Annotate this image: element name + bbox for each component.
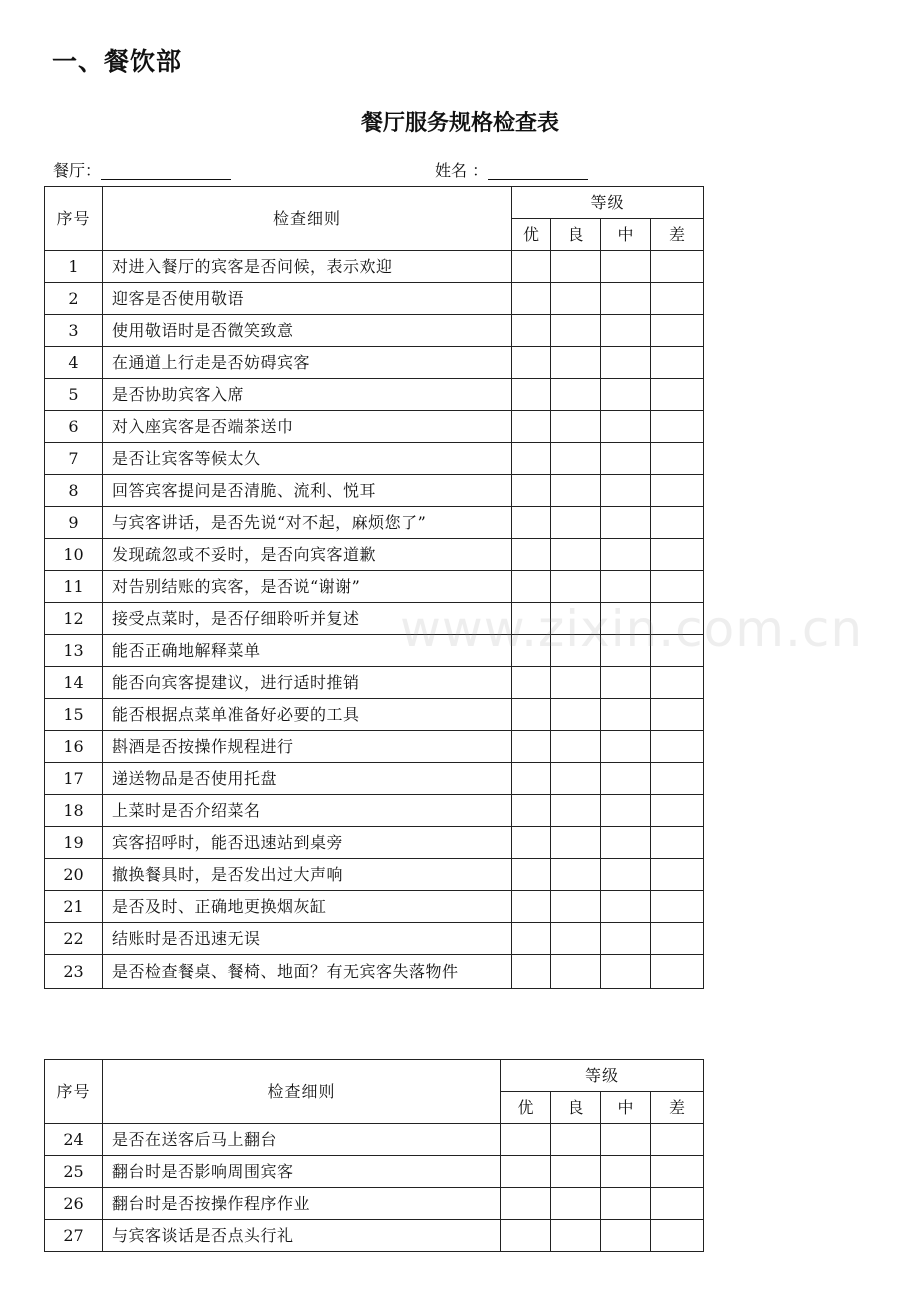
grade-cell-excellent[interactable] [512, 251, 551, 283]
grade-cell-excellent[interactable] [512, 475, 551, 507]
row-number: 14 [45, 667, 103, 699]
check-item-text: 使用敬语时是否微笑致意 [103, 315, 512, 347]
grade-cell-excellent[interactable] [512, 347, 551, 379]
row-number: 23 [45, 955, 103, 989]
grade-cell-good[interactable] [551, 795, 601, 827]
grade-cell-excellent[interactable] [512, 443, 551, 475]
table-row [45, 539, 704, 571]
row-number: 24 [45, 1124, 103, 1156]
grade-cell-poor[interactable] [651, 539, 704, 571]
grade-cell-excellent[interactable] [512, 283, 551, 315]
table-row [45, 603, 704, 635]
header-no: 序号 [45, 187, 103, 251]
grade-cell-poor[interactable] [651, 1124, 704, 1156]
row-number: 11 [45, 571, 103, 603]
grade-cell-good[interactable] [551, 379, 601, 411]
grade-cell-average[interactable] [601, 859, 651, 891]
row-number: 10 [45, 539, 103, 571]
grade-cell-average[interactable] [601, 731, 651, 763]
row-number: 5 [45, 379, 103, 411]
header-no: 序号 [45, 1060, 103, 1124]
check-item-text: 在通道上行走是否妨碍宾客 [103, 347, 512, 379]
header-grade: 等级 [501, 1060, 704, 1092]
grade-cell-excellent[interactable] [512, 923, 551, 955]
grade-cell-poor[interactable] [651, 955, 704, 989]
grade-cell-good[interactable] [551, 507, 601, 539]
header-grade-excellent: 优 [512, 219, 551, 251]
grade-cell-average[interactable] [601, 923, 651, 955]
grade-cell-excellent[interactable] [512, 891, 551, 923]
grade-cell-excellent[interactable] [501, 1124, 551, 1156]
table-row [45, 955, 704, 989]
grade-cell-average[interactable] [601, 827, 651, 859]
grade-cell-excellent[interactable] [512, 539, 551, 571]
check-item-text: 是否协助宾客入席 [103, 379, 512, 411]
grade-cell-average[interactable] [601, 443, 651, 475]
table-row [45, 251, 704, 283]
row-number: 2 [45, 283, 103, 315]
table-row [45, 571, 704, 603]
grade-cell-poor[interactable] [651, 443, 704, 475]
row-number: 17 [45, 763, 103, 795]
table-row [45, 283, 704, 315]
grade-cell-good[interactable] [551, 859, 601, 891]
table-row [45, 635, 704, 667]
check-item-text: 是否在送客后马上翻台 [103, 1124, 501, 1156]
grade-cell-poor[interactable] [651, 475, 704, 507]
check-item-text: 是否检查餐桌、餐椅、地面？有无宾客失落物件 [103, 955, 512, 989]
grade-cell-poor[interactable] [651, 891, 704, 923]
grade-cell-average[interactable] [601, 603, 651, 635]
grade-cell-excellent[interactable] [512, 667, 551, 699]
table-row [45, 411, 704, 443]
header-row-top [45, 187, 704, 219]
header-item: 检查细则 [103, 187, 512, 251]
row-number: 26 [45, 1188, 103, 1220]
grade-cell-poor[interactable] [651, 379, 704, 411]
row-number: 16 [45, 731, 103, 763]
header-row-top [45, 1060, 704, 1092]
check-item-text: 回答宾客提问是否清脆、流利、悦耳 [103, 475, 512, 507]
grade-cell-good[interactable] [551, 763, 601, 795]
grade-cell-excellent[interactable] [512, 571, 551, 603]
grade-cell-average[interactable] [601, 1124, 651, 1156]
grade-cell-excellent[interactable] [501, 1220, 551, 1252]
row-number: 1 [45, 251, 103, 283]
restaurant-label: 餐厅： [53, 161, 102, 180]
grade-cell-poor[interactable] [651, 635, 704, 667]
grade-cell-excellent[interactable] [501, 1156, 551, 1188]
checklist-table-2 [44, 1059, 704, 1252]
check-item-text: 接受点菜时，是否仔细聆听并复述 [103, 603, 512, 635]
check-item-text: 能否根据点菜单准备好必要的工具 [103, 699, 512, 731]
grade-cell-average[interactable] [601, 315, 651, 347]
check-item-text: 能否向宾客提建议，进行适时推销 [103, 667, 512, 699]
grade-cell-average[interactable] [601, 699, 651, 731]
grade-cell-average[interactable] [601, 251, 651, 283]
grade-cell-excellent[interactable] [512, 507, 551, 539]
table-row [45, 923, 704, 955]
grade-cell-average[interactable] [601, 571, 651, 603]
grade-cell-good[interactable] [551, 539, 601, 571]
check-item-text: 与宾客谈话是否点头行礼 [103, 1220, 501, 1252]
grade-cell-good[interactable] [551, 347, 601, 379]
grade-cell-excellent[interactable] [512, 731, 551, 763]
table-row [45, 859, 704, 891]
table-row [45, 347, 704, 379]
grade-cell-average[interactable] [601, 1188, 651, 1220]
grade-cell-poor[interactable] [651, 763, 704, 795]
grade-cell-excellent[interactable] [512, 763, 551, 795]
grade-cell-good[interactable] [551, 443, 601, 475]
grade-cell-poor[interactable] [651, 1220, 704, 1252]
check-item-text: 迎客是否使用敬语 [103, 283, 512, 315]
check-item-text: 翻台时是否按操作程序作业 [103, 1188, 501, 1220]
grade-cell-good[interactable] [551, 283, 601, 315]
grade-cell-good[interactable] [551, 315, 601, 347]
name-field [435, 158, 588, 181]
check-item-text: 斟酒是否按操作规程进行 [103, 731, 512, 763]
watermark: www.zixin.com.cn [400, 600, 864, 658]
row-number: 8 [45, 475, 103, 507]
grade-cell-good[interactable] [551, 603, 601, 635]
grade-cell-excellent[interactable] [512, 603, 551, 635]
grade-cell-good[interactable] [551, 571, 601, 603]
check-item-text: 上菜时是否介绍菜名 [103, 795, 512, 827]
grade-cell-excellent[interactable] [512, 315, 551, 347]
grade-cell-good[interactable] [551, 475, 601, 507]
grade-cell-average[interactable] [601, 891, 651, 923]
row-number: 19 [45, 827, 103, 859]
name-label: 姓名 ： [435, 161, 489, 180]
header-grade-poor: 差 [651, 219, 704, 251]
grade-cell-good[interactable] [551, 635, 601, 667]
row-number: 9 [45, 507, 103, 539]
check-item-text: 是否让宾客等候太久 [103, 443, 512, 475]
grade-cell-average[interactable] [601, 347, 651, 379]
table-row [45, 1156, 704, 1188]
restaurant-field [53, 158, 231, 181]
grade-cell-poor[interactable] [651, 667, 704, 699]
grade-cell-poor[interactable] [651, 699, 704, 731]
grade-cell-poor[interactable] [651, 603, 704, 635]
grade-cell-poor[interactable] [651, 507, 704, 539]
name-blank[interactable] [488, 161, 588, 180]
row-number: 20 [45, 859, 103, 891]
check-item-text: 宾客招呼时，能否迅速站到桌旁 [103, 827, 512, 859]
check-item-text: 能否正确地解释菜单 [103, 635, 512, 667]
check-item-text: 撤换餐具时，是否发出过大声响 [103, 859, 512, 891]
grade-cell-average[interactable] [601, 475, 651, 507]
grade-cell-poor[interactable] [651, 731, 704, 763]
table-row [45, 827, 704, 859]
check-item-text: 翻台时是否影响周围宾客 [103, 1156, 501, 1188]
grade-cell-excellent[interactable] [512, 699, 551, 731]
check-item-text: 对告别结账的宾客，是否说“谢谢” [103, 571, 512, 603]
grade-cell-poor[interactable] [651, 251, 704, 283]
table-row [45, 795, 704, 827]
document-title: 餐厅服务规格检查表 [360, 111, 559, 136]
grade-cell-average[interactable] [601, 379, 651, 411]
grade-cell-average[interactable] [601, 955, 651, 989]
grade-cell-good[interactable] [551, 731, 601, 763]
header-grade-average: 中 [601, 1092, 651, 1124]
grade-cell-poor[interactable] [651, 315, 704, 347]
check-item-text: 发现疏忽或不妥时，是否向宾客道歉 [103, 539, 512, 571]
grade-cell-poor[interactable] [651, 827, 704, 859]
grade-cell-poor[interactable] [651, 347, 704, 379]
row-number: 21 [45, 891, 103, 923]
grade-cell-excellent[interactable] [512, 859, 551, 891]
check-item-text: 递送物品是否使用托盘 [103, 763, 512, 795]
row-number: 18 [45, 795, 103, 827]
grade-cell-average[interactable] [601, 795, 651, 827]
grade-cell-excellent[interactable] [512, 955, 551, 989]
grade-cell-average[interactable] [601, 539, 651, 571]
table-row [45, 315, 704, 347]
check-item-text: 是否及时、正确地更换烟灰缸 [103, 891, 512, 923]
grade-cell-good[interactable] [551, 923, 601, 955]
grade-cell-excellent[interactable] [512, 635, 551, 667]
header-grade-excellent: 优 [501, 1092, 551, 1124]
table-row [45, 1188, 704, 1220]
grade-cell-average[interactable] [601, 411, 651, 443]
row-number: 22 [45, 923, 103, 955]
header-grade-average: 中 [601, 219, 651, 251]
grade-cell-excellent[interactable] [512, 411, 551, 443]
checklist-table-1 [44, 186, 704, 989]
row-number: 12 [45, 603, 103, 635]
grade-cell-good[interactable] [551, 699, 601, 731]
table-row [45, 763, 704, 795]
check-item-text: 对进入餐厅的宾客是否问候，表示欢迎 [103, 251, 512, 283]
table-row [45, 891, 704, 923]
grade-cell-excellent[interactable] [512, 827, 551, 859]
table-row [45, 731, 704, 763]
row-number: 4 [45, 347, 103, 379]
grade-cell-poor[interactable] [651, 1156, 704, 1188]
grade-cell-excellent[interactable] [501, 1188, 551, 1220]
row-number: 3 [45, 315, 103, 347]
table-row [45, 443, 704, 475]
grade-cell-average[interactable] [601, 283, 651, 315]
section-heading: 一、餐饮部 [52, 47, 183, 76]
check-item-text: 结账时是否迅速无误 [103, 923, 512, 955]
grade-cell-poor[interactable] [651, 923, 704, 955]
grade-cell-average[interactable] [601, 507, 651, 539]
grade-cell-poor[interactable] [651, 1188, 704, 1220]
grade-cell-average[interactable] [601, 1220, 651, 1252]
table-row [45, 379, 704, 411]
grade-cell-average[interactable] [601, 635, 651, 667]
header-grade-poor: 差 [651, 1092, 704, 1124]
grade-cell-good[interactable] [551, 667, 601, 699]
grade-cell-average[interactable] [601, 1156, 651, 1188]
grade-cell-good[interactable] [551, 827, 601, 859]
grade-cell-good[interactable] [551, 1220, 601, 1252]
table-row [45, 667, 704, 699]
grade-cell-good[interactable] [551, 891, 601, 923]
grade-cell-good[interactable] [551, 1156, 601, 1188]
grade-cell-poor[interactable] [651, 283, 704, 315]
row-number: 7 [45, 443, 103, 475]
grade-cell-good[interactable] [551, 955, 601, 989]
table-row [45, 507, 704, 539]
header-grade-good: 良 [551, 1092, 601, 1124]
header-grade: 等级 [512, 187, 704, 219]
grade-cell-poor[interactable] [651, 795, 704, 827]
table-row [45, 1124, 704, 1156]
grade-cell-good[interactable] [551, 251, 601, 283]
header-grade-good: 良 [551, 219, 601, 251]
row-number: 25 [45, 1156, 103, 1188]
table-row [45, 699, 704, 731]
table-row [45, 1220, 704, 1252]
table-row [45, 475, 704, 507]
grade-cell-average[interactable] [601, 763, 651, 795]
grade-cell-good[interactable] [551, 1188, 601, 1220]
grade-cell-poor[interactable] [651, 859, 704, 891]
grade-cell-poor[interactable] [651, 571, 704, 603]
grade-cell-excellent[interactable] [512, 379, 551, 411]
row-number: 15 [45, 699, 103, 731]
grade-cell-average[interactable] [601, 667, 651, 699]
grade-cell-good[interactable] [551, 411, 601, 443]
grade-cell-poor[interactable] [651, 411, 704, 443]
row-number: 27 [45, 1220, 103, 1252]
check-item-text: 与宾客讲话，是否先说“对不起，麻烦您了” [103, 507, 512, 539]
check-item-text: 对入座宾客是否端茶送巾 [103, 411, 512, 443]
grade-cell-good[interactable] [551, 1124, 601, 1156]
grade-cell-excellent[interactable] [512, 795, 551, 827]
header-item: 检查细则 [103, 1060, 501, 1124]
row-number: 6 [45, 411, 103, 443]
row-number: 13 [45, 635, 103, 667]
restaurant-blank[interactable] [101, 161, 231, 180]
